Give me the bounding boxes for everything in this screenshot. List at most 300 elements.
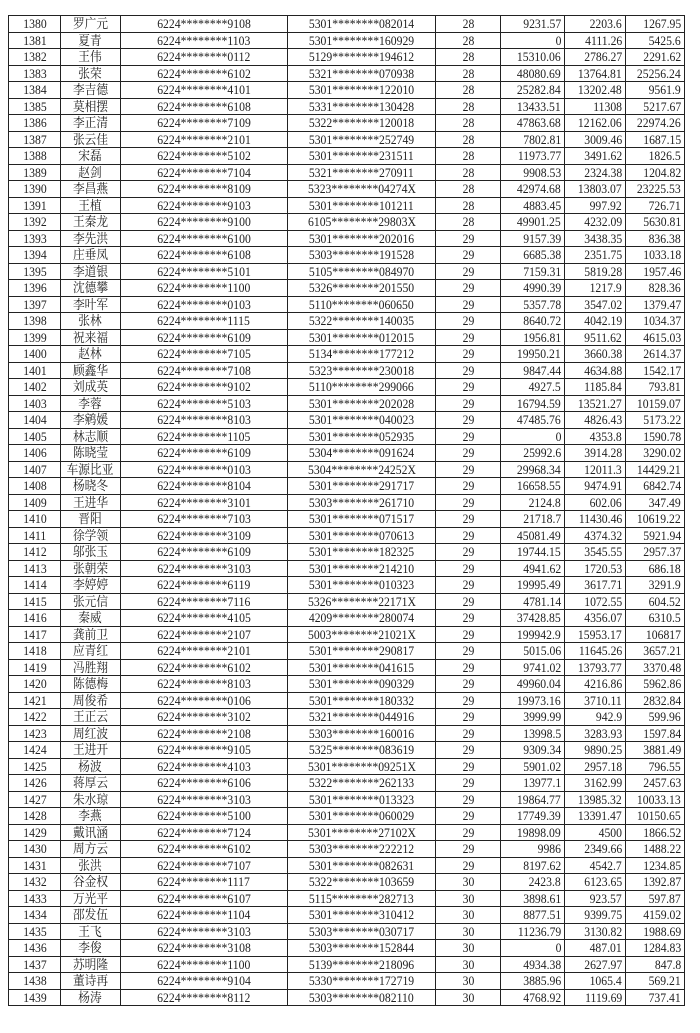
amount-2-cell: [565, 956, 626, 973]
row-index-cell: [9, 445, 61, 462]
name-cell: [61, 362, 121, 379]
amount-2-cell: [565, 82, 626, 99]
group: 29: [462, 808, 474, 824]
row-index: 1380: [22, 16, 47, 32]
row-index: 1429: [22, 824, 47, 840]
amount-1-cell: [501, 511, 565, 528]
amount-2: 1065.4: [589, 973, 622, 989]
id-number-cell: [288, 659, 436, 676]
table-row: [9, 824, 685, 841]
id-number: 5110********299066: [309, 379, 414, 395]
amount-2-cell: [565, 577, 626, 594]
table-row: [9, 593, 685, 610]
amount-3: 10159.07: [637, 395, 681, 411]
group-cell: [436, 923, 501, 940]
amount-2-cell: [565, 511, 626, 528]
id-number-cell: [288, 725, 436, 742]
table-row: [9, 709, 685, 726]
amount-2-cell: [565, 874, 626, 891]
amount-3-cell: [626, 214, 685, 231]
card-number-cell: [121, 989, 288, 1006]
name: 周红波: [72, 725, 109, 741]
name: 宋磊: [78, 148, 103, 164]
id-number-cell: [288, 709, 436, 726]
amount-2-cell: [565, 692, 626, 709]
table-row: [9, 511, 685, 528]
card-number-cell: [121, 511, 288, 528]
table-row: [9, 791, 685, 808]
group: 29: [462, 263, 474, 279]
card-number: 6224********2101: [157, 131, 251, 147]
card-number-cell: [121, 214, 288, 231]
group-cell: [436, 131, 501, 148]
amount-1-cell: [501, 412, 565, 429]
name-cell: [61, 874, 121, 891]
id-number: 5303********152844: [308, 940, 415, 956]
card-number: 6224********6108: [157, 247, 251, 263]
amount-1: 9309.34: [522, 742, 561, 758]
name-cell: [61, 280, 121, 297]
id-number-cell: [288, 230, 436, 247]
group-cell: [436, 32, 501, 49]
row-index: 1392: [22, 214, 47, 230]
group-cell: [436, 626, 501, 643]
group: 28: [462, 214, 474, 230]
row-index: 1397: [22, 296, 47, 312]
row-index: 1390: [22, 181, 47, 197]
name: 蒋厚云: [72, 775, 109, 791]
name-cell: [61, 890, 121, 907]
amount-1: 7802.81: [522, 131, 561, 147]
amount-1: 19898.09: [517, 824, 561, 840]
id-number: 5303********222212: [308, 841, 415, 857]
row-index: 1413: [22, 560, 47, 576]
name: 林志顺: [72, 428, 109, 444]
row-index: 1427: [22, 791, 47, 807]
amount-1-cell: [501, 280, 565, 297]
id-number-cell: [288, 197, 436, 214]
name: 张云佳: [72, 131, 109, 147]
amount-2: 3914.28: [583, 445, 622, 461]
group-cell: [436, 478, 501, 495]
id-number: 5322********103659: [308, 874, 415, 890]
amount-3: 1488.22: [642, 841, 681, 857]
row-index: 1408: [22, 478, 47, 494]
row-index: 1382: [22, 49, 47, 65]
table-row: [9, 841, 685, 858]
table-row: [9, 280, 685, 297]
name: 冯胜翔: [72, 659, 109, 675]
amount-2-cell: [565, 478, 626, 495]
amount-3-cell: [626, 329, 685, 346]
amount-3: 22974.26: [637, 115, 681, 131]
row-index-cell: [9, 725, 61, 742]
card-number-cell: [121, 577, 288, 594]
amount-2-cell: [565, 428, 626, 445]
card-number-cell: [121, 709, 288, 726]
group-cell: [436, 115, 501, 132]
name: 王植: [78, 197, 103, 213]
card-number: 6224********6109: [157, 544, 251, 560]
name-cell: [61, 164, 121, 181]
card-number: 6224********0103: [157, 461, 251, 477]
amount-1: 19744.15: [517, 544, 561, 560]
group-cell: [436, 313, 501, 330]
name-cell: [61, 296, 121, 313]
group-cell: [436, 164, 501, 181]
amount-3-cell: [626, 461, 685, 478]
card-number: 6224********6102: [157, 65, 251, 81]
row-index: 1389: [22, 164, 47, 180]
amount-2: 5819.28: [583, 263, 622, 279]
amount-1: 6685.38: [522, 247, 561, 263]
id-number-cell: [288, 560, 436, 577]
group: 29: [462, 841, 474, 857]
name: 秦威: [78, 610, 103, 626]
amount-3-cell: [626, 758, 685, 775]
name: 王伟: [78, 49, 103, 65]
name-cell: [61, 230, 121, 247]
table-row: [9, 725, 685, 742]
name: 李俊: [78, 940, 103, 956]
table-row: [9, 775, 685, 792]
name: 李先洪: [72, 230, 109, 246]
group-cell: [436, 362, 501, 379]
amount-2: 4500: [598, 824, 622, 840]
card-number: 6224********7108: [157, 362, 251, 378]
id-number: 5303********030717: [308, 923, 415, 939]
row-index-cell: [9, 16, 61, 33]
name-cell: [61, 214, 121, 231]
amount-2: 4111.26: [584, 32, 622, 48]
id-number: 5303********160016: [308, 725, 415, 741]
name-cell: [61, 593, 121, 610]
amount-1: 19950.21: [517, 346, 561, 362]
amount-2: 9890.25: [583, 742, 622, 758]
group-cell: [436, 527, 501, 544]
table-row: [9, 214, 685, 231]
amount-2-cell: [565, 197, 626, 214]
group: 30: [462, 874, 474, 890]
group-cell: [436, 907, 501, 924]
table-row: [9, 676, 685, 693]
amount-1-cell: [501, 494, 565, 511]
table-row: [9, 527, 685, 544]
row-index: 1395: [22, 263, 47, 279]
name-cell: [61, 346, 121, 363]
name: 赵林: [78, 346, 103, 362]
table-row: [9, 692, 685, 709]
amount-1-cell: [501, 16, 565, 33]
amount-2: 2324.38: [583, 164, 622, 180]
table-row: [9, 346, 685, 363]
amount-1: 13977.1: [522, 775, 561, 791]
id-number: 5301********060029: [308, 808, 415, 824]
card-number-cell: [121, 197, 288, 214]
amount-1: 4990.39: [522, 280, 561, 296]
amount-2-cell: [565, 610, 626, 627]
amount-2-cell: [565, 544, 626, 561]
name: 戴讯涵: [72, 824, 109, 840]
group-cell: [436, 659, 501, 676]
amount-1-cell: [501, 247, 565, 264]
amount-1-cell: [501, 824, 565, 841]
amount-3-cell: [626, 659, 685, 676]
amount-3: 686.18: [648, 560, 681, 576]
amount-3-cell: [626, 247, 685, 264]
card-number: 6224********4105: [157, 610, 251, 626]
name-cell: [61, 544, 121, 561]
group-cell: [436, 445, 501, 462]
card-number: 6224********1115: [157, 313, 251, 329]
amount-2-cell: [565, 676, 626, 693]
amount-3-cell: [626, 131, 685, 148]
id-number-cell: [288, 395, 436, 412]
row-index-cell: [9, 659, 61, 676]
amount-2: 3283.93: [583, 725, 622, 741]
name-cell: [61, 709, 121, 726]
amount-1: 47485.76: [517, 412, 561, 428]
name-cell: [61, 560, 121, 577]
id-number: 5139********218096: [308, 956, 415, 972]
amount-1-cell: [501, 131, 565, 148]
amount-2-cell: [565, 857, 626, 874]
card-number-cell: [121, 907, 288, 924]
card-number-cell: [121, 16, 288, 33]
amount-1-cell: [501, 32, 565, 49]
amount-2: 2786.27: [583, 49, 622, 65]
id-number-cell: [288, 577, 436, 594]
card-number: 6224********7116: [157, 593, 251, 609]
id-number-cell: [288, 841, 436, 858]
amount-3: 569.21: [648, 973, 681, 989]
group-cell: [436, 329, 501, 346]
id-number: 5129********194612: [308, 49, 415, 65]
name-cell: [61, 857, 121, 874]
group-cell: [436, 973, 501, 990]
group-cell: [436, 247, 501, 264]
name: 苏明隆: [72, 956, 109, 972]
row-index-cell: [9, 296, 61, 313]
table-row: [9, 461, 685, 478]
amount-2-cell: [565, 494, 626, 511]
id-number: 5301********27102X: [307, 824, 416, 840]
group: 28: [462, 49, 474, 65]
amount-3-cell: [626, 511, 685, 528]
card-number: 6224********1103: [157, 32, 251, 48]
card-number: 6224********7107: [157, 857, 251, 873]
row-index-cell: [9, 428, 61, 445]
amount-3-cell: [626, 362, 685, 379]
amount-1-cell: [501, 346, 565, 363]
table-row: [9, 379, 685, 396]
name-cell: [61, 808, 121, 825]
group-cell: [436, 725, 501, 742]
card-number-cell: [121, 445, 288, 462]
name-cell: [61, 478, 121, 495]
amount-3: 2957.37: [642, 544, 681, 560]
name: 李昌燕: [72, 181, 109, 197]
id-number-cell: [288, 907, 436, 924]
id-number: 5301********040023: [308, 412, 415, 428]
row-index-cell: [9, 676, 61, 693]
group-cell: [436, 890, 501, 907]
group: 30: [462, 956, 474, 972]
amount-3: 836.38: [648, 230, 681, 246]
group: 29: [462, 230, 474, 246]
group: 30: [462, 989, 474, 1005]
card-number-cell: [121, 379, 288, 396]
card-number-cell: [121, 461, 288, 478]
row-index: 1415: [22, 593, 47, 609]
group-cell: [436, 230, 501, 247]
row-index-cell: [9, 313, 61, 330]
name-cell: [61, 841, 121, 858]
amount-3-cell: [626, 643, 685, 660]
name: 晋阳: [78, 511, 103, 527]
id-number: 5326********22171X: [307, 593, 416, 609]
amount-3: 9561.9: [648, 82, 681, 98]
amount-3: 5630.81: [642, 214, 681, 230]
name-cell: [61, 956, 121, 973]
name: 谷金权: [72, 874, 109, 890]
table-row: [9, 626, 685, 643]
card-number-cell: [121, 313, 288, 330]
name: 王进华: [72, 494, 109, 510]
amount-2: 4542.7: [589, 857, 622, 873]
card-number-cell: [121, 494, 288, 511]
amount-1: 16794.59: [517, 395, 561, 411]
name: 王正云: [72, 709, 109, 725]
amount-3-cell: [626, 164, 685, 181]
id-number-cell: [288, 956, 436, 973]
table-row: [9, 65, 685, 82]
amount-3-cell: [626, 346, 685, 363]
name-cell: [61, 923, 121, 940]
name: 王飞: [78, 923, 103, 939]
amount-2: 3617.71: [583, 577, 622, 593]
name: 周俊希: [72, 692, 109, 708]
id-number: 5303********082110: [309, 989, 414, 1005]
name-cell: [61, 511, 121, 528]
table-row: [9, 907, 685, 924]
group: 29: [462, 659, 474, 675]
amount-3-cell: [626, 32, 685, 49]
amount-3: 1392.87: [642, 874, 681, 890]
id-number: 5301********231511: [309, 148, 414, 164]
amount-2: 3162.99: [583, 775, 622, 791]
name-cell: [61, 527, 121, 544]
id-number: 5304********091624: [308, 445, 415, 461]
card-number: 6224********9102: [157, 379, 251, 395]
amount-3-cell: [626, 742, 685, 759]
amount-2: 13985.32: [578, 791, 622, 807]
name: 莫相摆: [72, 98, 109, 114]
amount-3-cell: [626, 626, 685, 643]
amount-1: 9741.02: [522, 659, 561, 675]
group-cell: [436, 692, 501, 709]
group-cell: [436, 643, 501, 660]
id-number: 5322********140035: [308, 313, 415, 329]
group-cell: [436, 857, 501, 874]
amount-3-cell: [626, 148, 685, 165]
card-number: 6224********9104: [157, 973, 251, 989]
table-row: [9, 197, 685, 214]
amount-3: 2832.84: [642, 692, 681, 708]
row-index: 1394: [22, 247, 47, 263]
group: 29: [462, 692, 474, 708]
name-cell: [61, 742, 121, 759]
name: 李叶军: [72, 296, 109, 312]
amount-1-cell: [501, 709, 565, 726]
card-number: 6224********8103: [157, 412, 251, 428]
card-number: 6224********9100: [157, 214, 251, 230]
card-number-cell: [121, 395, 288, 412]
name: 李燕: [78, 808, 103, 824]
amount-1: 29968.34: [517, 461, 561, 477]
row-index-cell: [9, 263, 61, 280]
id-number: 5301********071517: [308, 511, 415, 527]
group-cell: [436, 494, 501, 511]
id-number-cell: [288, 65, 436, 82]
amount-2: 13202.48: [578, 82, 622, 98]
row-index: 1405: [22, 428, 47, 444]
row-index: 1400: [22, 346, 47, 362]
amount-2: 15953.17: [578, 626, 622, 642]
amount-3: 3370.48: [642, 659, 681, 675]
group-cell: [436, 940, 501, 957]
amount-2: 9511.62: [584, 329, 622, 345]
id-number: 5105********084970: [308, 263, 415, 279]
amount-2: 4356.07: [583, 610, 622, 626]
amount-2: 3545.55: [583, 544, 622, 560]
name: 庄垂凤: [72, 247, 109, 263]
name: 张元信: [72, 593, 109, 609]
amount-3: 5217.67: [642, 98, 681, 114]
name-cell: [61, 148, 121, 165]
card-number-cell: [121, 841, 288, 858]
name-cell: [61, 428, 121, 445]
id-number: 5301********101211: [309, 197, 414, 213]
card-number: 6224********1100: [157, 956, 251, 972]
amount-2-cell: [565, 49, 626, 66]
row-index: 1428: [22, 808, 47, 824]
amount-3-cell: [626, 956, 685, 973]
row-index-cell: [9, 973, 61, 990]
amount-3-cell: [626, 560, 685, 577]
amount-2-cell: [565, 148, 626, 165]
group: 28: [462, 131, 474, 147]
amount-2-cell: [565, 32, 626, 49]
amount-1: 4781.14: [522, 593, 561, 609]
name: 张洪: [78, 857, 103, 873]
amount-3: 10150.65: [637, 808, 681, 824]
amount-1-cell: [501, 692, 565, 709]
name: 祝来福: [72, 329, 109, 345]
row-index: 1381: [22, 32, 47, 48]
card-number: 6224********9105: [157, 742, 251, 758]
group-cell: [436, 412, 501, 429]
id-number: 5301********09251X: [307, 758, 416, 774]
row-index: 1414: [22, 577, 47, 593]
group: 29: [462, 725, 474, 741]
group: 29: [462, 527, 474, 543]
table-row: [9, 923, 685, 940]
group-cell: [436, 791, 501, 808]
card-number-cell: [121, 857, 288, 874]
amount-2: 11645.26: [578, 643, 622, 659]
name-cell: [61, 577, 121, 594]
